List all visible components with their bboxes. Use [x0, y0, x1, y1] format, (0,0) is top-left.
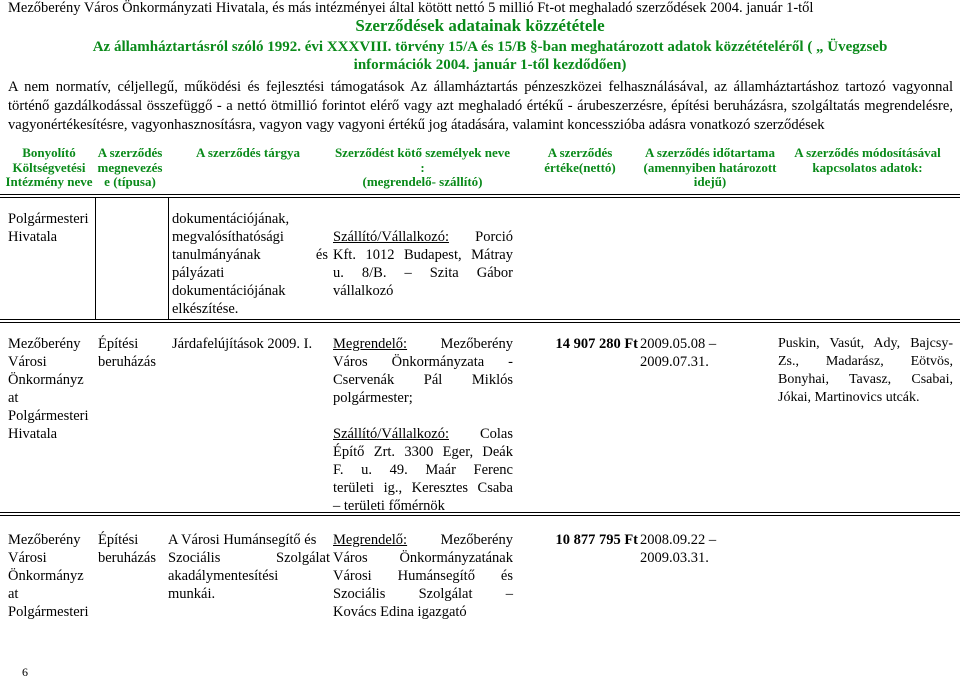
- row3-parties: Megrendelő: Mezőberény Város Önkormányzatának Városi Humánsegítő és Szociális Szolgálat – Kovács Edina igazgató: [333, 532, 513, 620]
- row2-contract-type: Építési beruházás: [98, 336, 156, 370]
- row2-value: 14 907 280 Ft: [555, 336, 638, 352]
- row2-institution: Mezőberény Városi Önkormányz at Polgármesteri Hivatala: [8, 336, 89, 442]
- table-rule: [0, 319, 960, 320]
- row3-contract-type: Építési beruházás: [98, 532, 156, 566]
- row2-subject: Járdafelújítások 2009. I.: [172, 336, 313, 352]
- row3-value: 10 877 795 Ft: [555, 532, 638, 548]
- header-contract-duration: A szerződés időtartama (amennyiben határozott idejű): [643, 145, 777, 189]
- row2-modifications: Puskin, Vasút, Ady, Bajcsy- Zs., Madarász, Eötvös, Bonyhai, Tavasz, Csabai, Jókai, Martinovics utcák.: [778, 336, 953, 405]
- header-contract-value: A szerződés értéke(nettó): [544, 145, 616, 175]
- column-divider: [95, 197, 96, 319]
- table-rule: [0, 194, 960, 195]
- document-header-line: Mezőberény Város Önkormányzati Hivatala, és más intézményei által kötött nettó 5 millió Ft-ot meghaladó szerződések 2004. január 1-től: [8, 0, 814, 16]
- table-rule: [0, 515, 960, 516]
- row2-parties: Megrendelő: Mezőberény Város Önkormányzata - Cservenák Pál Miklós polgármester; Szállító/Vállalkozó: Colas Építő Zrt. 3300 Eger, Deák F. u. 49. Maár Ferenc területi ig., Keresztes Csaba – területi főmérnök: [333, 336, 513, 514]
- row1-parties: Szállító/Vállalkozó: Porció Kft. 1012 Budapest, Mátray u. 8/B. – Szita Gábor vállalkozó: [333, 229, 513, 299]
- row3-duration: 2008.09.22 – 2009.03.31.: [640, 532, 717, 566]
- page-number: 6: [22, 665, 28, 679]
- row3-subject: A Városi Humánsegítő és Szociális Szolgálat akadálymentesítési munkái.: [168, 532, 330, 602]
- table-rule: [0, 197, 960, 198]
- row2-duration: 2009.05.08 – 2009.07.31.: [640, 336, 717, 370]
- page-title: Szerződések adatainak közzététele: [355, 16, 605, 35]
- law-reference: [60, 38, 920, 74]
- row3-institution: Mezőberény Városi Önkormányz at Polgármesteri: [8, 532, 89, 620]
- header-contracting-parties: Szerződést kötő személyek neve : (megrendelő- szállító): [334, 145, 511, 189]
- header-contract-subject: A szerződés tárgya: [196, 145, 300, 160]
- table-rule: [0, 322, 960, 323]
- header-contract-modifications: A szerződés módosításával kapcsolatos adatok:: [794, 145, 941, 175]
- header-institution: Bonyolító Költségvetési Intézmény neve: [5, 145, 93, 189]
- column-divider: [168, 197, 169, 319]
- law-reference-line-2: információk 2004. január 1-től kezdődően): [353, 57, 627, 73]
- header-contract-type: A szerződés megnevezés e (típusa): [97, 145, 163, 189]
- row1-institution: Polgármesteri Hivatala: [8, 211, 89, 245]
- row1-subject: dokumentációjának, megvalósíthatósági tanulmányának és pályázati dokumentációjának elkészítése.: [172, 211, 328, 317]
- intro-paragraph: A nem normatív, céljellegű, működési és fejlesztési támogatások Az államháztartás pénzeszközei felhasználásával, az államháztartáshoz tartozó vagyonnal történő gazdálkodással összefüggő - a nettó ötmillió forintot elérő vagy azt meghaladó értékű - árubeszerzésre, építési beruházásra, szolgáltatás megrendelésre, vagyonértékesítésre, vagyonhasznosításra, vagyon vagy vagyoni értékű jog átadására, valamint koncesszióba adásra vonatkozó szerződések: [8, 79, 953, 133]
- law-reference-line-1: Az államháztartásról szóló 1992. évi XXXVIII. törvény 15/A és 15/B §-ban meghatározott adatok közzétételéről ( „ Üvegzseb: [92, 39, 888, 55]
